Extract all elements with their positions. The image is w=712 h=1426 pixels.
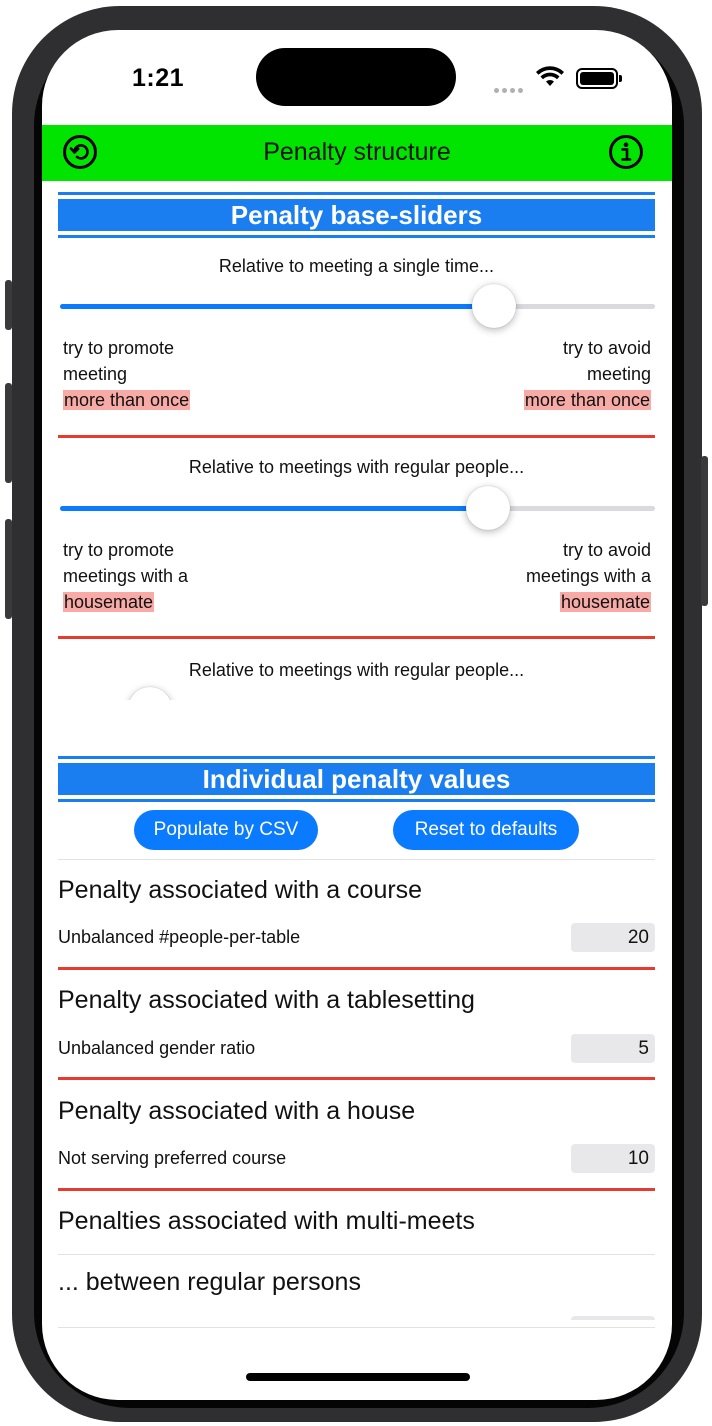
slider-right-highlight: more than once — [524, 390, 650, 410]
slider-caption: Relative to meeting a single time... — [218, 256, 495, 276]
slider-right-text: try to avoid meetings with a housemate — [525, 540, 651, 612]
slider-caption: Relative to meetings with regular people... — [188, 457, 525, 477]
cellular-signal-icon — [494, 80, 526, 98]
divider — [58, 636, 655, 639]
sliders-section-header — [58, 192, 655, 238]
divider — [58, 1188, 655, 1191]
divider — [58, 1327, 655, 1328]
divider — [58, 1077, 655, 1080]
penalty-row-label: Unbalanced #people-per-table — [58, 927, 301, 947]
penalty-value-field[interactable]: 5 — [571, 1034, 655, 1063]
status-time: 1:21 — [132, 64, 185, 92]
slider-thumb[interactable] — [466, 486, 510, 530]
slider-fill — [60, 506, 488, 511]
slider-left-text: try to promote meeting more than once — [63, 338, 190, 410]
info-circle-icon[interactable] — [608, 134, 644, 170]
wifi-icon — [535, 66, 565, 88]
slider-thumb[interactable] — [472, 284, 516, 328]
multi-meets-title: Penalties associated with multi-meets — [58, 1207, 475, 1235]
power-button — [701, 456, 708, 606]
penalty-group-title: Penalty associated with a house — [58, 1097, 416, 1125]
penalty-group-title: Penalty associated with a tablesetting — [58, 986, 475, 1014]
navigation-bar — [42, 125, 672, 181]
penalty-group-title: Penalty associated with a course — [58, 876, 423, 904]
volume-down-button — [5, 519, 12, 619]
action-button — [5, 280, 12, 330]
divider — [58, 859, 655, 860]
between-regular-title: ... between regular persons — [58, 1268, 361, 1296]
single-meeting-slider[interactable] — [60, 304, 655, 309]
penalty-row-label: Unbalanced gender ratio — [58, 1038, 256, 1058]
penalty-value-field[interactable]: 20 — [571, 923, 655, 952]
divider — [58, 967, 655, 970]
home-indicator — [246, 1373, 470, 1381]
penalty-row-label: Not serving preferred course — [58, 1148, 287, 1168]
app-screen — [42, 30, 672, 1400]
housemate-slider[interactable] — [60, 506, 655, 511]
slider-fill — [60, 304, 494, 309]
battery-icon — [576, 68, 618, 89]
value-field-clipped — [571, 1316, 655, 1320]
values-section-header — [58, 756, 655, 802]
slider-caption: Relative to meetings with regular people... — [188, 660, 525, 680]
divider — [58, 435, 655, 438]
dynamic-island — [256, 48, 456, 106]
slider-right-text: try to avoid meeting more than once — [524, 338, 651, 410]
slider-scroll-clip — [58, 680, 655, 700]
populate-by-csv-button[interactable]: Populate by CSV — [134, 810, 318, 850]
values-section-title: Individual penalty values — [58, 763, 655, 795]
slider-left-text: try to promote meetings with a housemate — [63, 540, 189, 612]
slider-right-highlight: housemate — [560, 592, 650, 612]
volume-up-button — [5, 383, 12, 483]
slider-thumb[interactable] — [128, 687, 172, 700]
slider-left-highlight: housemate — [64, 592, 154, 612]
sliders-section-title: Penalty base-sliders — [58, 199, 655, 231]
page-title: Penalty structure — [263, 138, 451, 166]
divider — [58, 1254, 655, 1255]
reset-to-defaults-button[interactable]: Reset to defaults — [393, 810, 579, 850]
slider-left-highlight: more than once — [64, 390, 190, 410]
penalty-value-field[interactable]: 10 — [571, 1144, 655, 1173]
